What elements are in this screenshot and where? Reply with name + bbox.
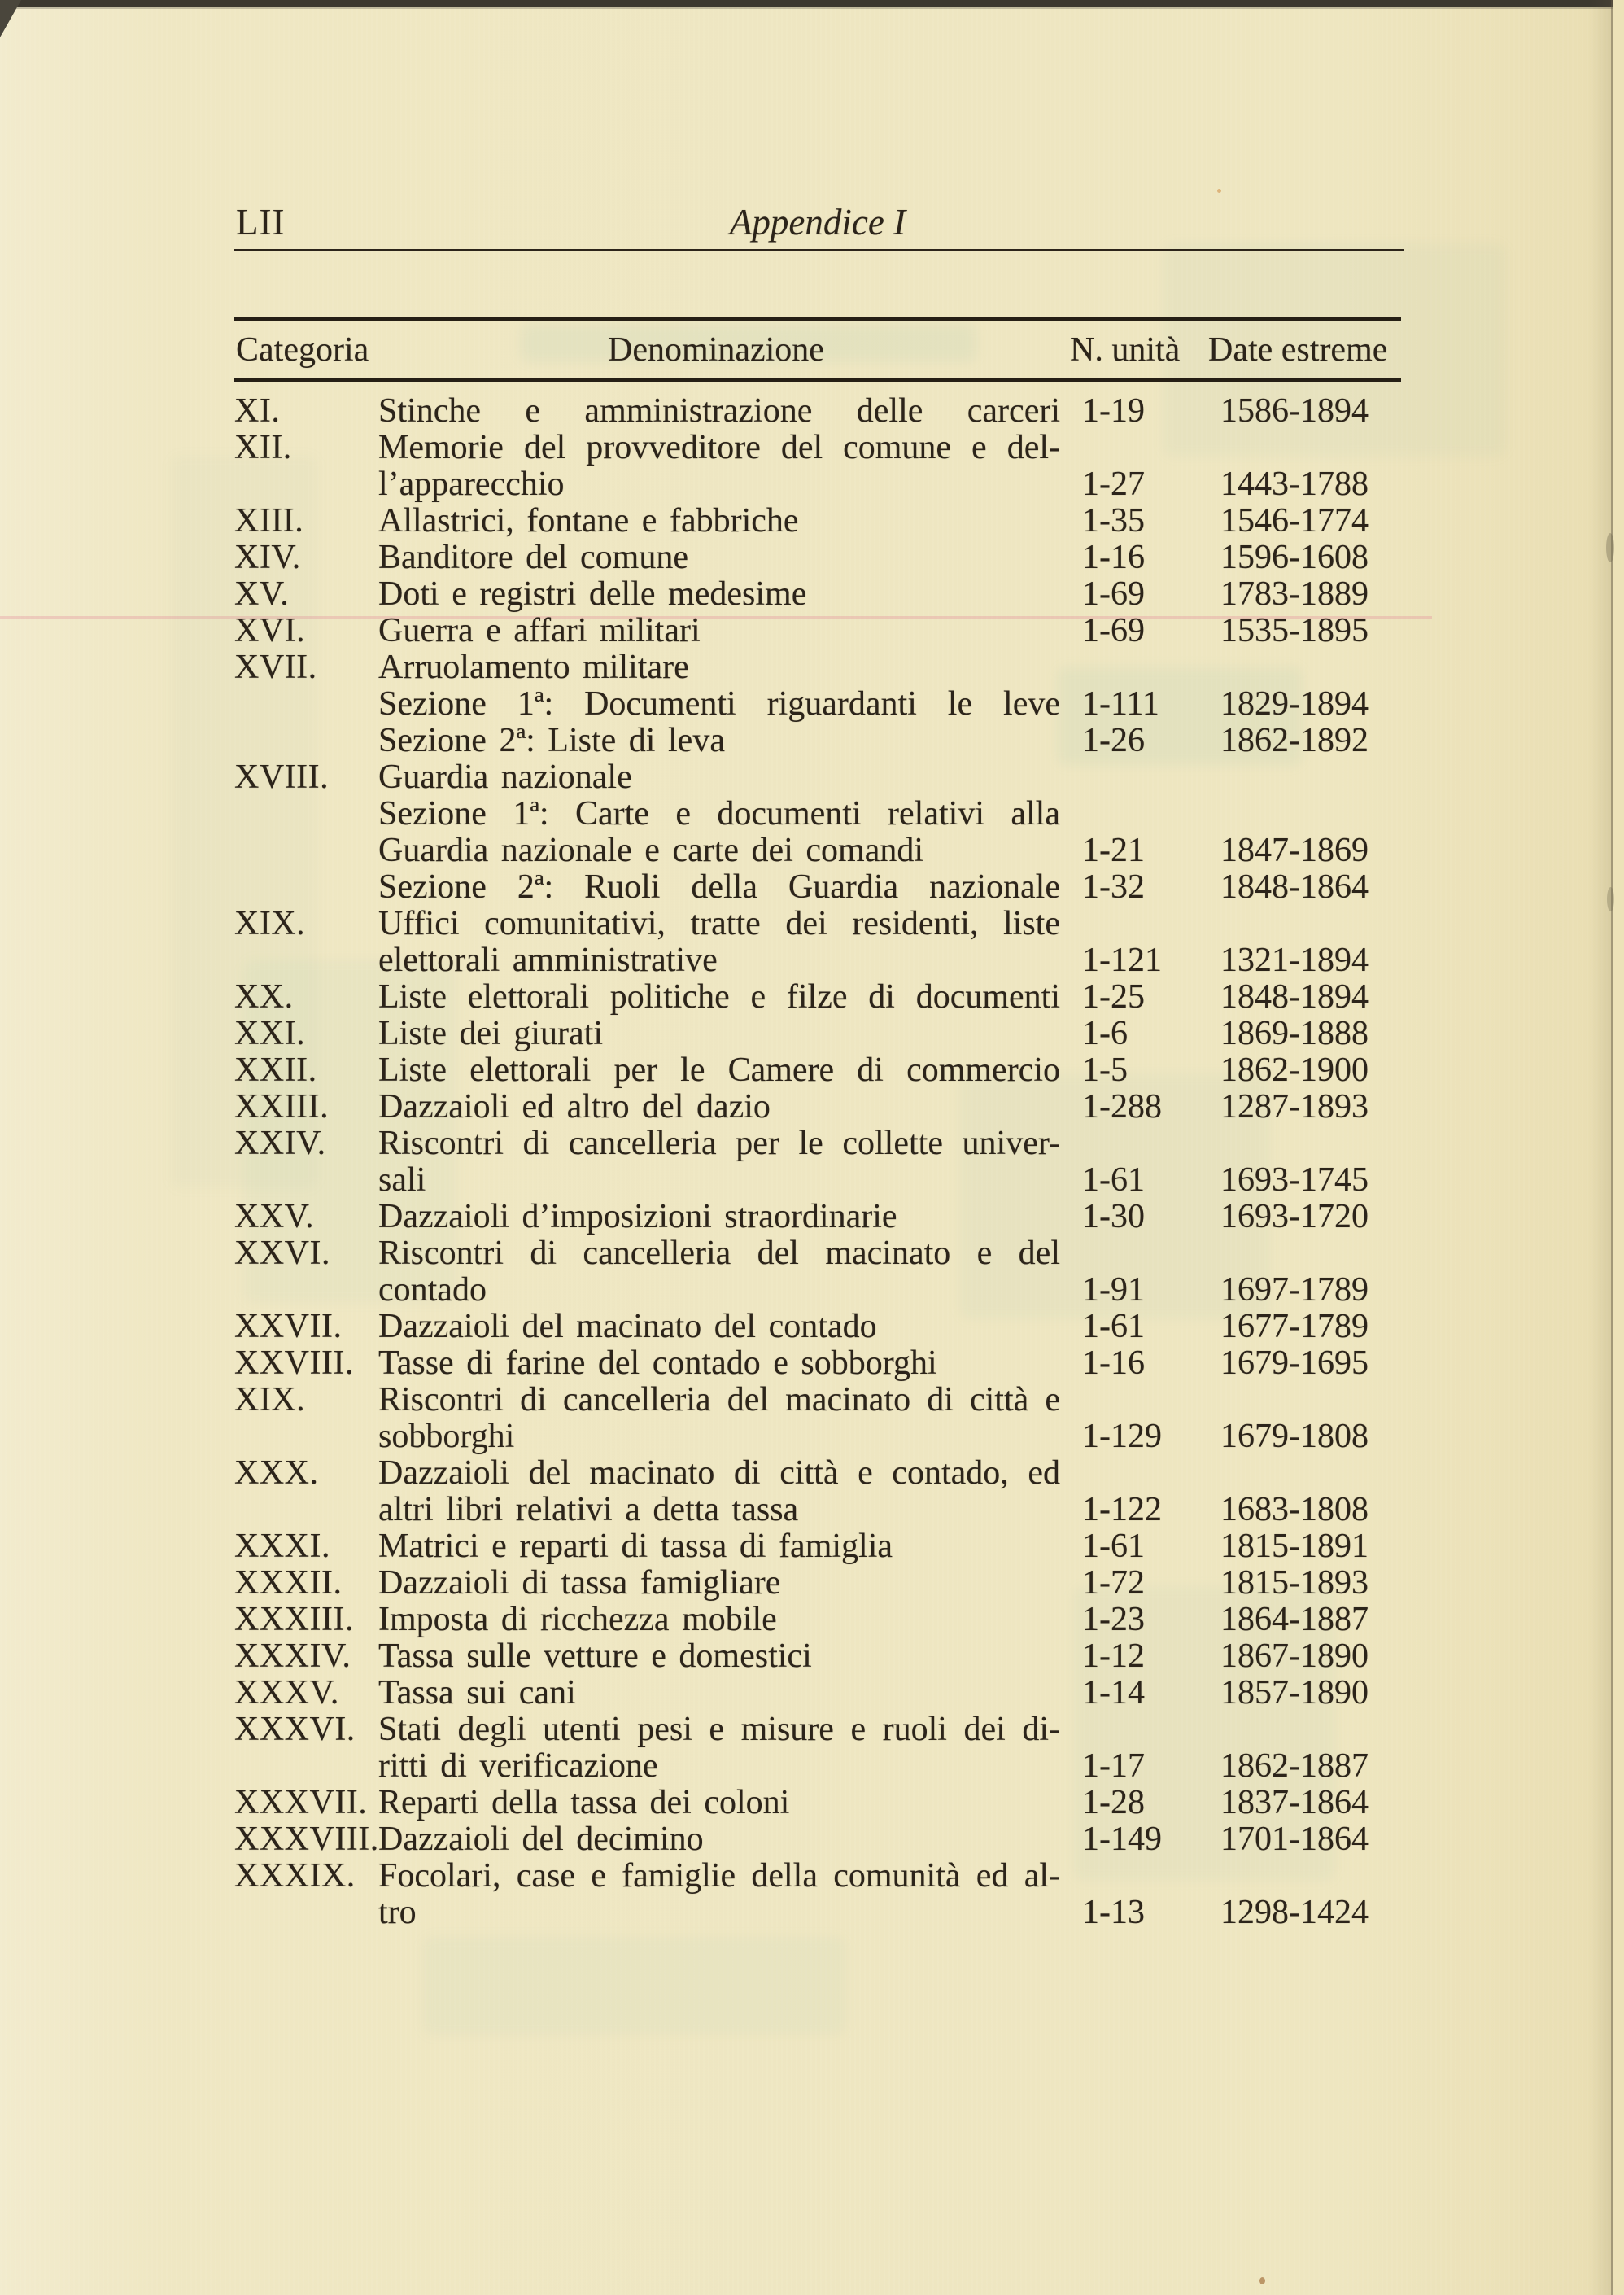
category-numeral: XXXVII. <box>234 1784 368 1821</box>
table-row <box>234 576 1401 613</box>
unit-range: 1-19 <box>1082 392 1145 430</box>
unit-range: 1-61 <box>1082 1308 1145 1345</box>
adjacent-page-edge <box>1613 0 1624 2295</box>
denomination-text: Guerra e affari militari <box>378 612 701 649</box>
denomination-text: Sezione 1ª: Carte e documenti relativi alla <box>378 796 1060 833</box>
date-range: 1869-1888 <box>1220 1015 1369 1052</box>
date-range: 1864-1887 <box>1220 1601 1369 1638</box>
denomination-text: elettorali amministrative <box>378 942 718 979</box>
date-range: 1679-1695 <box>1220 1344 1369 1382</box>
denomination-text: Sezione 1ª: Documenti riguardanti le leve <box>378 686 1060 723</box>
date-range: 1837-1864 <box>1220 1784 1369 1821</box>
table-top-rule <box>234 317 1401 321</box>
denomination-text: Matrici e reparti di tassa di famiglia <box>378 1528 893 1565</box>
table-row <box>234 906 1401 942</box>
unit-range: 1-32 <box>1082 868 1145 906</box>
category-numeral: XII. <box>234 429 292 466</box>
table-row <box>234 1199 1401 1235</box>
denomination-text: Riscontri di cancelleria del macinato e del <box>378 1235 1060 1272</box>
denomination-text: Sezione 2ª: Ruoli della Guardia nazionale <box>378 869 1060 906</box>
unit-range: 1-16 <box>1082 1344 1145 1382</box>
table-row <box>234 1785 1401 1821</box>
table-row <box>234 1235 1401 1272</box>
denomination-text: Dazzaioli d’imposizioni straordinarie <box>378 1198 897 1235</box>
category-numeral: XIX. <box>234 1381 306 1419</box>
date-range: 1693-1720 <box>1220 1198 1369 1235</box>
column-header-date-estreme: Date estreme <box>1208 331 1388 369</box>
category-numeral: XIX. <box>234 905 306 942</box>
date-range: 1862-1900 <box>1220 1051 1369 1089</box>
table-row <box>234 686 1401 723</box>
date-range: 1287-1893 <box>1220 1088 1369 1126</box>
paper-speck <box>1217 189 1221 193</box>
denomination-text: Uffici comunitativi, tratte dei residenti, liste <box>378 906 1060 942</box>
date-range: 1679-1808 <box>1220 1418 1369 1455</box>
table-row <box>234 1821 1401 1858</box>
denomination-text: Riscontri di cancelleria per le collette univer- <box>378 1126 1060 1162</box>
date-range: 1535-1895 <box>1220 612 1369 649</box>
page-edge-nick <box>1606 533 1614 562</box>
date-range: 1586-1894 <box>1220 392 1369 430</box>
unit-range: 1-26 <box>1082 722 1145 759</box>
denomination-text: l’apparecchio <box>378 466 565 503</box>
date-range: 1867-1890 <box>1220 1637 1369 1675</box>
page-edge-line <box>1611 0 1613 2295</box>
unit-range: 1-61 <box>1082 1161 1145 1199</box>
table-row <box>234 1638 1401 1675</box>
unit-range: 1-69 <box>1082 612 1145 649</box>
denomination-text: Dazzaioli di tassa famigliare <box>378 1564 781 1602</box>
table-row <box>234 1895 1401 1931</box>
date-range: 1443-1788 <box>1220 466 1369 503</box>
table-row <box>234 1345 1401 1382</box>
running-head <box>234 203 1401 241</box>
table-row <box>234 1016 1401 1052</box>
unit-range: 1-12 <box>1082 1637 1145 1675</box>
category-numeral: XXXIX. <box>234 1857 356 1895</box>
page-edge-shadow <box>1588 0 1611 2295</box>
scan-top-edge <box>0 0 1624 7</box>
denomination-text: Stinche e amministrazione delle carceri <box>378 393 1060 430</box>
unit-range: 1-25 <box>1082 978 1145 1016</box>
unit-range: 1-23 <box>1082 1601 1145 1638</box>
unit-range: 1-28 <box>1082 1784 1145 1821</box>
table-row <box>234 393 1401 430</box>
date-range: 1848-1894 <box>1220 978 1369 1016</box>
denomination-text: Stati degli utenti pesi e misure e ruoli dei di- <box>378 1711 1060 1748</box>
denomination-text: tro <box>378 1894 417 1931</box>
date-range: 1701-1864 <box>1220 1821 1369 1858</box>
denomination-text: Guardia nazionale e carte dei comandi <box>378 832 924 869</box>
denomination-text: Dazzaioli del decimino <box>378 1821 704 1858</box>
denomination-text: Guardia nazionale <box>378 758 632 796</box>
category-numeral: XVII. <box>234 649 317 686</box>
category-numeral: XXIII. <box>234 1088 330 1126</box>
date-range: 1683-1808 <box>1220 1491 1369 1528</box>
table-row <box>234 1858 1401 1895</box>
denomination-text: Sezione 2ª: Liste di leva <box>378 722 725 759</box>
unit-range: 1-5 <box>1082 1051 1128 1089</box>
category-numeral: XXXV. <box>234 1674 339 1711</box>
table-row <box>234 1382 1401 1419</box>
category-numeral: XI. <box>234 392 281 430</box>
category-numeral: XV. <box>234 575 290 613</box>
unit-range: 1-149 <box>1082 1821 1162 1858</box>
denomination-text: sobborghi <box>378 1418 515 1455</box>
denomination-text: Riscontri di cancelleria del macinato di città e <box>378 1382 1060 1419</box>
date-range: 1829-1894 <box>1220 685 1369 723</box>
date-range: 1546-1774 <box>1220 502 1369 540</box>
table-row <box>234 649 1401 686</box>
date-range: 1847-1869 <box>1220 832 1369 869</box>
head-rule <box>234 249 1404 251</box>
running-title: Appendice I <box>729 202 906 243</box>
table-row <box>234 1455 1401 1492</box>
table-row <box>234 613 1401 649</box>
table-row <box>234 1126 1401 1162</box>
table-row <box>234 1748 1401 1785</box>
denomination-text: Memorie del provveditore del comune e del- <box>378 430 1060 466</box>
table-header-rule <box>234 378 1401 382</box>
date-range: 1321-1894 <box>1220 942 1369 979</box>
denomination-text: Tassa sulle vetture e domestici <box>378 1637 812 1675</box>
table-row <box>234 759 1401 796</box>
category-numeral: XVI. <box>234 612 306 649</box>
unit-range: 1-21 <box>1082 832 1145 869</box>
table-row <box>234 1162 1401 1199</box>
table-row <box>234 1675 1401 1711</box>
unit-range: 1-17 <box>1082 1747 1145 1785</box>
unit-range: 1-122 <box>1082 1491 1162 1528</box>
unit-range: 1-30 <box>1082 1198 1145 1235</box>
denomination-text: Tassa sui cani <box>378 1674 576 1711</box>
denomination-text: ritti di verificazione <box>378 1747 658 1785</box>
unit-range: 1-111 <box>1082 685 1159 723</box>
category-numeral: XIII. <box>234 502 304 540</box>
denomination-text: altri libri relativi a detta tassa <box>378 1491 799 1528</box>
date-range: 1697-1789 <box>1220 1271 1369 1309</box>
category-numeral: XXX. <box>234 1454 319 1492</box>
denomination-text: Tasse di farine del contado e sobborghi <box>378 1344 937 1382</box>
table-row <box>234 1272 1401 1309</box>
table-row <box>234 833 1401 869</box>
denomination-text: Banditore del comune <box>378 539 688 576</box>
category-numeral: XX. <box>234 978 294 1016</box>
table-row <box>234 723 1401 759</box>
category-numeral: XXVII. <box>234 1308 343 1345</box>
category-numeral: XXXI. <box>234 1528 330 1565</box>
category-numeral: XXXIII. <box>234 1601 354 1638</box>
page-number: LII <box>236 202 286 243</box>
denomination-text: Imposta di ricchezza mobile <box>378 1601 777 1638</box>
table-row <box>234 503 1401 540</box>
table-row <box>234 1492 1401 1528</box>
table-row <box>234 466 1401 503</box>
category-numeral: XXXVIII. <box>234 1821 379 1858</box>
paper-speck <box>1259 2277 1265 2284</box>
unit-range: 1-129 <box>1082 1418 1162 1455</box>
denomination-text: Liste elettorali per le Camere di commercio <box>378 1052 1060 1089</box>
denomination-text: Arruolamento militare <box>378 649 689 686</box>
category-numeral: XXVI. <box>234 1235 330 1272</box>
table-row <box>234 1602 1401 1638</box>
table-body <box>234 393 1401 1931</box>
denomination-text: Dazzaioli ed altro del dazio <box>378 1088 771 1126</box>
table-row <box>234 979 1401 1016</box>
unit-range: 1-13 <box>1082 1894 1145 1931</box>
date-range: 1298-1424 <box>1220 1894 1369 1931</box>
unit-range: 1-72 <box>1082 1564 1145 1602</box>
category-numeral: XIV. <box>234 539 301 576</box>
date-range: 1857-1890 <box>1220 1674 1369 1711</box>
unit-range: 1-69 <box>1082 575 1145 613</box>
date-range: 1848-1864 <box>1220 868 1369 906</box>
column-header-denominazione: Denominazione <box>608 331 824 369</box>
show-through-artifact <box>423 1937 846 2035</box>
category-numeral: XXII. <box>234 1051 317 1089</box>
table-row <box>234 1089 1401 1126</box>
category-numeral: XXVIII. <box>234 1344 354 1382</box>
column-header-n-unita: N. unità <box>1070 331 1181 369</box>
unit-range: 1-288 <box>1082 1088 1162 1126</box>
date-range: 1862-1887 <box>1220 1747 1369 1785</box>
category-numeral: XXV. <box>234 1198 315 1235</box>
table-row <box>234 1711 1401 1748</box>
category-numeral: XVIII. <box>234 758 330 796</box>
table-header-row <box>234 331 1401 372</box>
category-numeral: XXXIV. <box>234 1637 351 1675</box>
unit-range: 1-121 <box>1082 942 1162 979</box>
category-numeral: XXXII. <box>234 1564 343 1602</box>
unit-range: 1-27 <box>1082 466 1145 503</box>
table-row <box>234 1565 1401 1602</box>
table-row <box>234 1528 1401 1565</box>
denomination-text: Doti e registri delle medesime <box>378 575 807 613</box>
denomination-text: contado <box>378 1271 487 1309</box>
column-header-categoria: Categoria <box>236 331 369 369</box>
table-row <box>234 942 1401 979</box>
category-numeral: XXIV. <box>234 1125 326 1162</box>
table-row <box>234 1052 1401 1089</box>
date-range: 1677-1789 <box>1220 1308 1369 1345</box>
denomination-text: Dazzaioli del macinato di città e contado, ed <box>378 1455 1060 1492</box>
denomination-text: Liste dei giurati <box>378 1015 604 1052</box>
unit-range: 1-61 <box>1082 1528 1145 1565</box>
table-row <box>234 1309 1401 1345</box>
date-range: 1815-1893 <box>1220 1564 1369 1602</box>
denomination-text: sali <box>378 1161 426 1199</box>
unit-range: 1-14 <box>1082 1674 1145 1711</box>
date-range: 1596-1608 <box>1220 539 1369 576</box>
denomination-text: Allastrici, fontane e fabbriche <box>378 502 799 540</box>
table-row <box>234 540 1401 576</box>
table-row <box>234 430 1401 466</box>
table-row <box>234 1419 1401 1455</box>
unit-range: 1-6 <box>1082 1015 1128 1052</box>
category-numeral: XXI. <box>234 1015 306 1052</box>
denomination-text: Reparti della tassa dei coloni <box>378 1784 790 1821</box>
date-range: 1815-1891 <box>1220 1528 1369 1565</box>
date-range: 1693-1745 <box>1220 1161 1369 1199</box>
page-corner-shadow-left <box>0 0 21 37</box>
unit-range: 1-16 <box>1082 539 1145 576</box>
page-edge-nick <box>1607 887 1614 911</box>
category-numeral: XXXVI. <box>234 1711 356 1748</box>
denomination-text: Focolari, case e famiglie della comunità ed al- <box>378 1858 1060 1895</box>
date-range: 1783-1889 <box>1220 575 1369 613</box>
table-row <box>234 796 1401 833</box>
unit-range: 1-91 <box>1082 1271 1145 1309</box>
denomination-text: Dazzaioli del macinato del contado <box>378 1308 877 1345</box>
date-range: 1862-1892 <box>1220 722 1369 759</box>
table-row <box>234 869 1401 906</box>
unit-range: 1-35 <box>1082 502 1145 540</box>
denomination-text: Liste elettorali politiche e filze di documenti <box>378 979 1060 1016</box>
